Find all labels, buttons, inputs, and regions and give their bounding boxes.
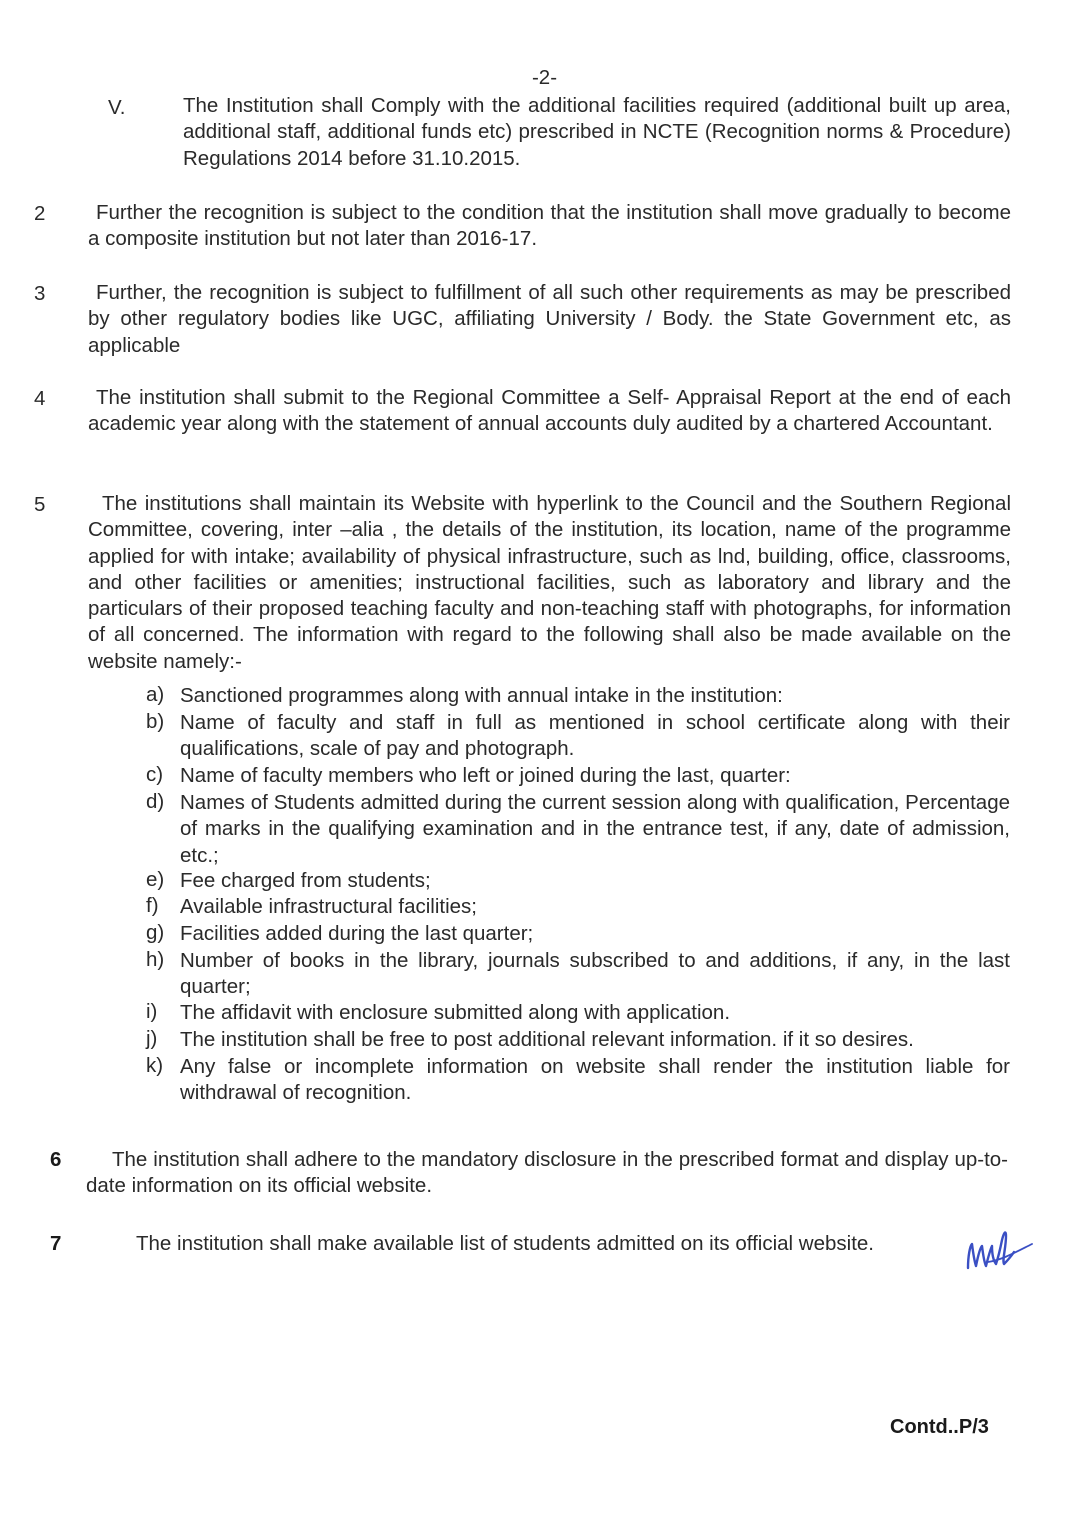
subitem-text: Name of faculty and staff in full as mentioned in school certificate along with their qualifications, scale of pay and photograph. [180,711,1010,761]
subitem-label: j) [146,1027,158,1050]
item-7-text: The institution shall make available list of students admitted on its official website. [136,1232,874,1255]
subitem-text: Name of faculty members who left or joined during the last, quarter: [180,764,791,787]
subitem-label: b) [146,710,165,733]
subitem-label: e) [146,868,165,891]
item-2-text: Further the recognition is subject to the condition that the institution shall move gradually to become a composite institution but not later than 2016-17. [88,201,1011,251]
subitem-text: Names of Students admitted during the current session along with qualification, Percentage of marks in the qualifying examination and in the entrance test, if any, date of admission, etc.; [180,791,1010,867]
subitem-text: Fee charged from students; [180,869,431,892]
item-v-marker: V. [108,96,126,119]
item-3-text: Further, the recognition is subject to fulfillment of all such other requirements as may be prescribed by other regulatory bodies like UGC, affiliating University / Body. the State Government etc, as applicable [88,281,1011,357]
subitem-text: Number of books in the library, journals subscribed to and additions, if any, in the last quarter; [180,949,1010,999]
subitem-text: Facilities added during the last quarter; [180,922,534,945]
subitem-text: Sanctioned programmes along with annual intake in the institution: [180,684,783,707]
signature-initials [962,1222,1034,1274]
subitem-text: Available infrastructural facilities; [180,895,477,918]
item-4-text: The institution shall submit to the Regional Committee a Self- Appraisal Report at the end of each academic year along with the statement of annual accounts duly audited by a chartered Accountant. [88,386,1011,436]
subitem-label: k) [146,1054,164,1077]
item-3-number: 3 [34,282,46,305]
subitem-label: d) [146,790,165,813]
item-v-text: The Institution shall Comply with the additional facilities required (additional built up area, additional staff, additional funds etc) prescribed in NCTE (Recognition norms & Procedure) Regulations 2014 before 31.10.2015. [183,94,1011,170]
item-7-number: 7 [50,1232,62,1255]
item-4-number: 4 [34,387,46,410]
item-2-number: 2 [34,202,46,225]
item-6-text: The institution shall adhere to the mandatory disclosure in the prescribed format and display up-to-date information on its official website. [86,1148,1008,1198]
continued-note: Contd..P/3 [890,1416,989,1438]
subitem-label: h) [146,948,165,971]
subitem-label: c) [146,763,164,786]
subitem-text: The institution shall be free to post additional relevant information. if it so desires. [180,1028,914,1051]
subitem-label: f) [146,894,159,917]
item-5-text: The institutions shall maintain its Website with hyperlink to the Council and the Southern Regional Committee, covering, inter –alia , the details of the institution, its location, name of the programme applied for with intake; availability of physical infrastructure, such as lnd, building, office, classrooms, and other facilities or amenities; instructional facilities, such as laboratory and library and the particulars of their proposed teaching faculty and non-teaching staff with photographs, for information of all concerned. The information with regard to the following shall also be made available on the website namely:- [88,492,1011,673]
subitem-text: Any false or incomplete information on website shall render the institution liable for withdrawal of recognition. [180,1055,1010,1105]
item-6-number: 6 [50,1148,62,1171]
page-number: -2- [531,66,558,89]
subitem-label: g) [146,921,165,944]
subitem-label: i) [146,1000,158,1023]
subitem-label: a) [146,683,165,706]
item-5-number: 5 [34,493,46,516]
subitem-text: The affidavit with enclosure submitted along with application. [180,1001,731,1024]
